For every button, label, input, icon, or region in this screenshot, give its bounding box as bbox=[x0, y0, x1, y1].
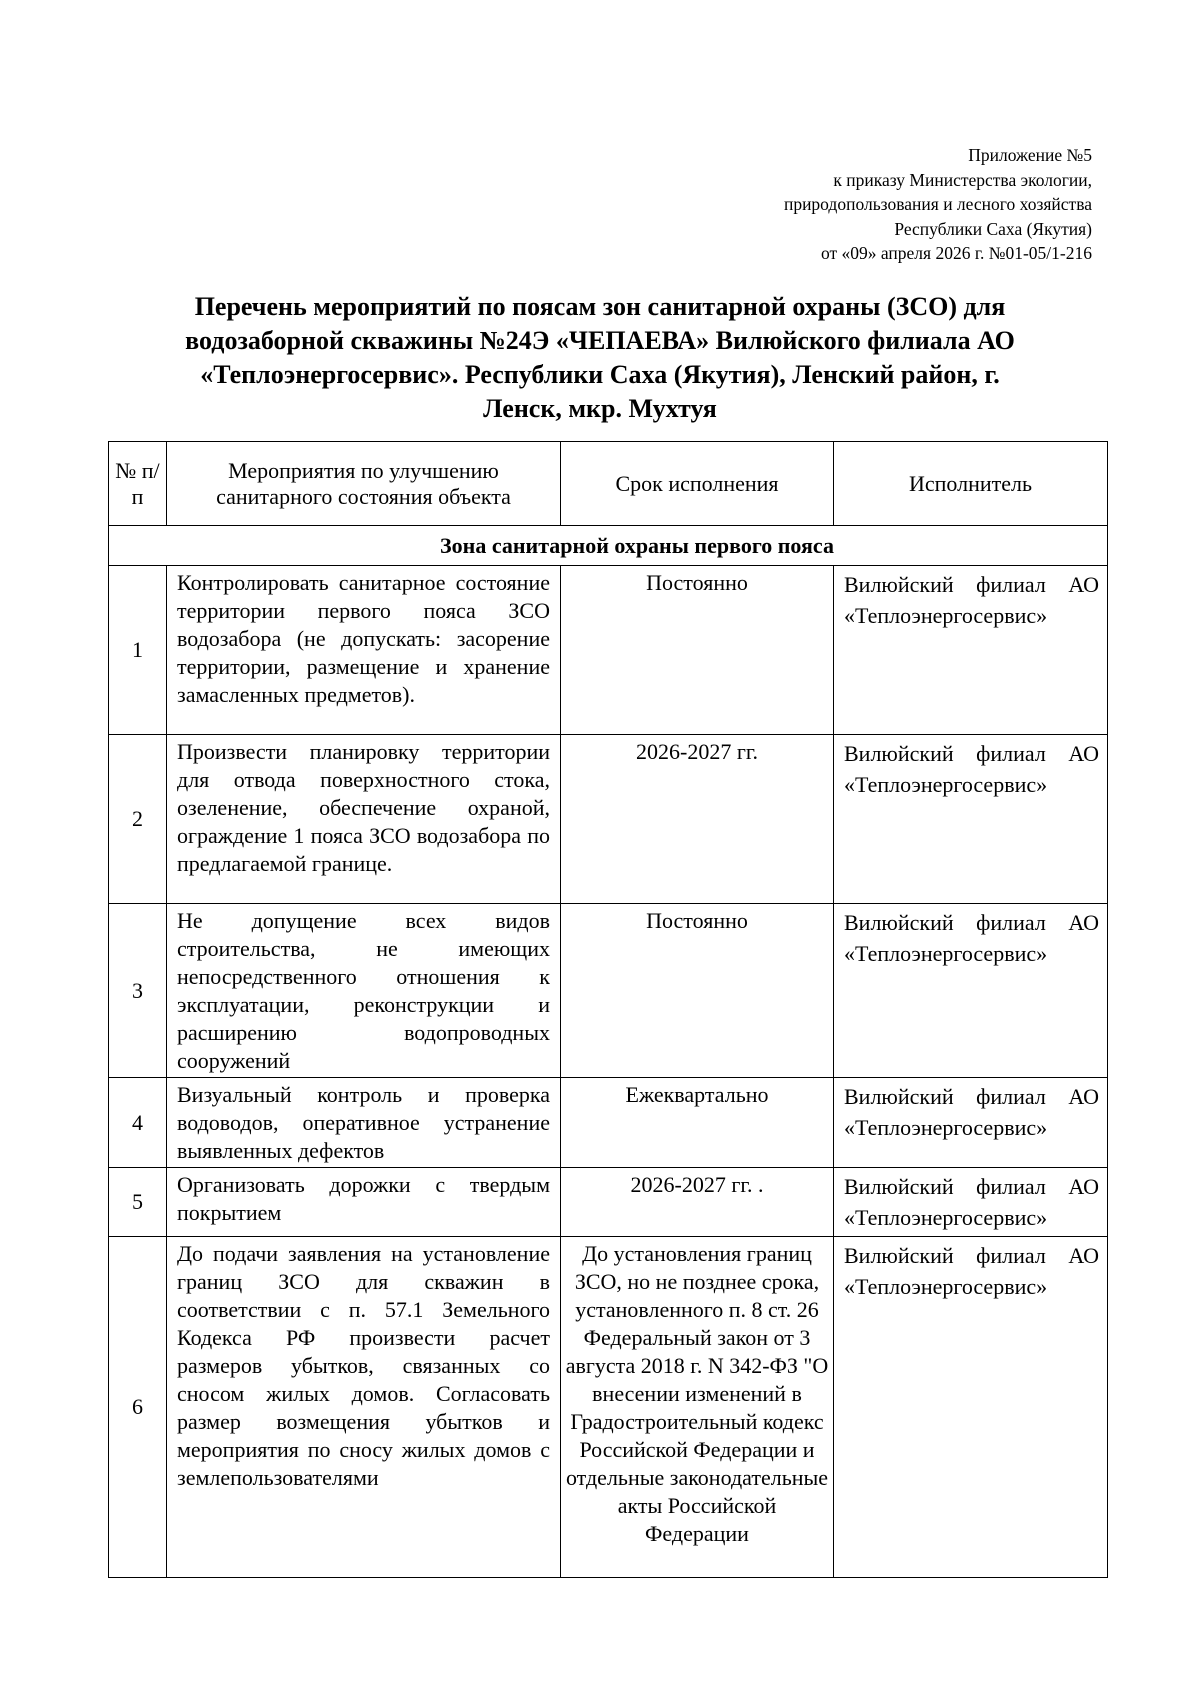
row-term: 2026-2027 гг. bbox=[561, 735, 834, 904]
row-executor: Вилюйский филиал АО «Теплоэнергосервис» bbox=[834, 1168, 1108, 1237]
row-term: До установления границ ЗСО, но не позднее срока, установленного п. 8 ст. 26 Федеральный закон от 3 августа 2018 г. N 342-ФЗ "О внесении изменений в Градостроительный кодекс Российской Федерации и отдельные законодательные акты Российской Федерации bbox=[561, 1237, 834, 1578]
table-row bbox=[109, 566, 1108, 735]
row-executor: Вилюйский филиал АО «Теплоэнергосервис» bbox=[834, 566, 1108, 735]
row-executor: Вилюйский филиал АО «Теплоэнергосервис» bbox=[834, 904, 1108, 1078]
appendix-line: Республики Саха (Якутия) bbox=[894, 218, 1092, 239]
appendix-line: к приказу Министерства экологии, bbox=[833, 169, 1092, 190]
row-executor: Вилюйский филиал АО «Теплоэнергосервис» bbox=[834, 1237, 1108, 1578]
row-event: Организовать дорожки с твердым покрытием bbox=[167, 1168, 561, 1237]
row-num: 1 bbox=[109, 566, 167, 735]
row-term: Постоянно bbox=[561, 566, 834, 735]
table-row bbox=[109, 735, 1108, 904]
row-num: 3 bbox=[109, 904, 167, 1078]
events-table bbox=[108, 441, 1108, 1578]
title-line: водозаборной скважины №24Э «ЧЕПАЕВА» Вилюйского филиала АО bbox=[185, 326, 1015, 355]
title-line: «Теплоэнергосервис». Республики Саха (Якутия), Ленский район, г. bbox=[200, 360, 1000, 389]
table-row bbox=[109, 1237, 1108, 1578]
appendix-line: от «09» апреля 2026 г. №01-05/1-216 bbox=[820, 243, 1092, 263]
table-row bbox=[109, 1168, 1108, 1237]
row-event: Визуальный контроль и проверка водоводов, оперативное устранение выявленных дефектов bbox=[167, 1078, 561, 1168]
header-term: Срок исполнения bbox=[561, 442, 834, 526]
title-line: Перечень мероприятий по поясам зон санитарной охраны (ЗСО) для bbox=[194, 292, 1006, 321]
row-event: Контролировать санитарное состояние территории первого пояса ЗСО водозабора (не допускать: засорение территории, размещение и хранение замасленных предметов). bbox=[167, 566, 561, 735]
appendix-note bbox=[784, 143, 1092, 266]
row-num: 6 bbox=[109, 1237, 167, 1578]
appendix-line: природопользования и лесного хозяйства bbox=[783, 194, 1092, 214]
row-event: Произвести планировку территории для отвода поверхностного стока, озеленение, обеспечение охраной, ограждение 1 пояса ЗСО водозабора по предлагаемой границе. bbox=[167, 735, 561, 904]
zone-row bbox=[109, 526, 1108, 566]
header-executor: Исполнитель bbox=[834, 442, 1108, 526]
row-num: 4 bbox=[109, 1078, 167, 1168]
row-num: 5 bbox=[109, 1168, 167, 1237]
row-term: 2026-2027 гг. . bbox=[561, 1168, 834, 1237]
header-num: № п/п bbox=[109, 442, 167, 526]
appendix-line: Приложение №5 bbox=[968, 145, 1092, 165]
title-line: Ленск, мкр. Мухтуя bbox=[483, 394, 717, 423]
row-event: До подачи заявления на установление границ ЗСО для скважин в соответствии с п. 57.1 Земельного Кодекса РФ произвести расчет размеров убытков, связанных со сносом жилых домов. Согласовать размер возмещения убытков и мероприятия по сносу жилых домов с землепользователями bbox=[167, 1237, 561, 1578]
row-executor: Вилюйский филиал АО «Теплоэнергосервис» bbox=[834, 1078, 1108, 1168]
document-title bbox=[110, 290, 1090, 426]
zone-title: Зона санитарной охраны первого пояса bbox=[109, 526, 1108, 566]
row-num: 2 bbox=[109, 735, 167, 904]
row-term: Ежеквартально bbox=[561, 1078, 834, 1168]
row-term: Постоянно bbox=[561, 904, 834, 1078]
header-event: Мероприятия по улучшению санитарного состояния объекта bbox=[167, 442, 561, 526]
row-event: Не допущение всех видов строительства, не имеющих непосредственного отношения к эксплуатации, реконструкции и расширению водопроводных сооружений bbox=[167, 904, 561, 1078]
table-row bbox=[109, 1078, 1108, 1168]
table-header-row bbox=[109, 442, 1108, 526]
row-executor: Вилюйский филиал АО «Теплоэнергосервис» bbox=[834, 735, 1108, 904]
table-row bbox=[109, 904, 1108, 1078]
